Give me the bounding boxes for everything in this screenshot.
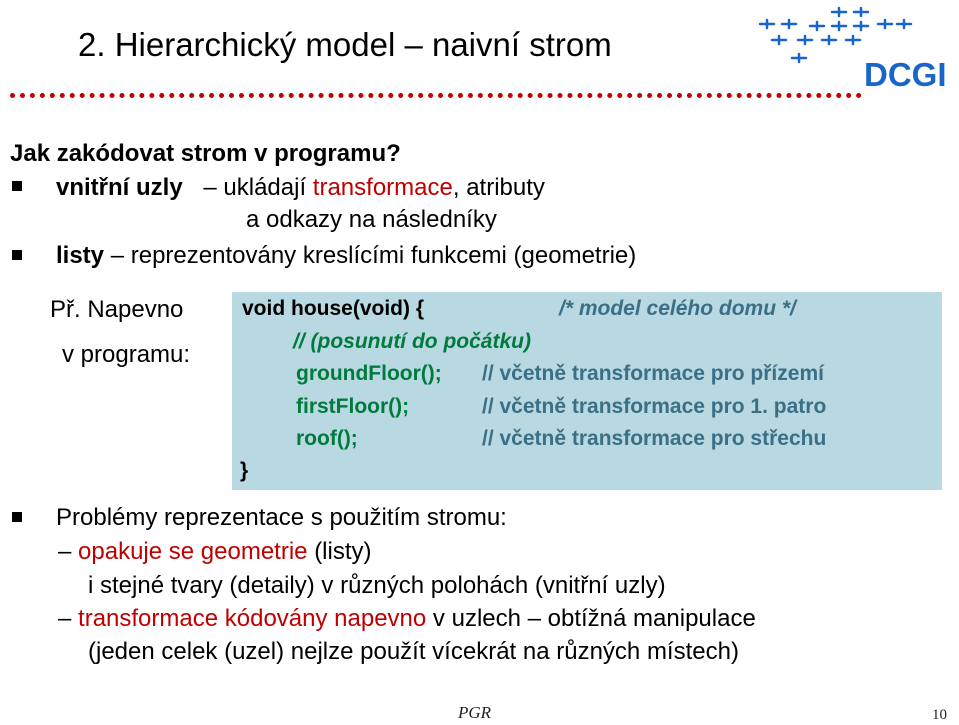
bullet-2-icon: [12, 250, 22, 260]
code-line-3: groundFloor();: [296, 362, 442, 385]
footer-course: PGR: [458, 703, 492, 722]
code-line-1-comment: /* model celého domu */: [559, 297, 796, 320]
bullet-1-line2: a odkazy na následníky: [246, 206, 497, 233]
problem-line-1: [58, 538, 372, 566]
code-block: [232, 292, 942, 490]
problem-1-red: opakuje se geometrie: [78, 538, 308, 565]
problem-1-dash: –: [58, 538, 72, 565]
problem-line-3: [58, 605, 756, 633]
code-line-1: void house(void) {: [242, 297, 425, 320]
bullet-2-dash: –: [110, 242, 125, 269]
bullet-1-icon: [12, 181, 22, 191]
code-close-brace: }: [240, 459, 249, 482]
logo-text: DCGI: [864, 56, 947, 93]
bullet-1-term: vnitřní uzly: [56, 174, 183, 201]
code-line-4-comment: // včetně transformace pro 1. patro: [482, 395, 827, 418]
bullet-2: [56, 242, 636, 270]
code-line-2: // (posunutí do počátku): [293, 330, 531, 353]
example-label-1: Př. Napevno: [50, 296, 184, 323]
code-line-5-comment: // včetně transformace pro střechu: [482, 427, 827, 450]
bullet-1-dash: –: [203, 174, 217, 201]
problem-line-4: (jeden celek (uzel) nejlze použít vícekrát na různých místech): [88, 638, 739, 665]
page-number: 10: [932, 707, 947, 723]
slide-title: 2. Hierarchický model – naivní strom: [78, 26, 612, 63]
bullet-1-text-a: ukládají: [223, 174, 307, 201]
bullet-1-text-b: , atributy: [452, 174, 545, 201]
problem-3-rest: v uzlech – obtížná manipulace: [432, 605, 756, 632]
bullet-2-term: listy: [56, 242, 105, 269]
code-line-4: firstFloor();: [296, 395, 410, 418]
title-divider: [10, 93, 862, 98]
bullet-1-highlight: transformace: [312, 174, 453, 201]
code-line-3-comment: // včetně transformace pro přízemí: [482, 362, 824, 385]
question-heading: Jak zakódovat strom v programu?: [10, 140, 401, 167]
problem-3-red: transformace kódovány napevno: [78, 605, 427, 632]
problem-line-2: i stejné tvary (detaily) v různých polohách (vnitřní uzly): [88, 572, 666, 599]
bullet-3-icon: [12, 512, 22, 522]
logo-crosses-icon: [760, 8, 911, 62]
bullet-1: [56, 174, 545, 202]
problem-3-dash: –: [58, 605, 72, 632]
example-label-2: v programu:: [62, 341, 191, 368]
problem-1-rest: (listy): [314, 538, 372, 565]
problems-heading: Problémy reprezentace s použitím stromu:: [56, 504, 507, 531]
bullet-2-text: reprezentovány kreslícími funkcemi (geometrie): [130, 242, 637, 269]
code-line-5: roof();: [296, 427, 358, 450]
dcgi-logo: [752, 2, 959, 94]
